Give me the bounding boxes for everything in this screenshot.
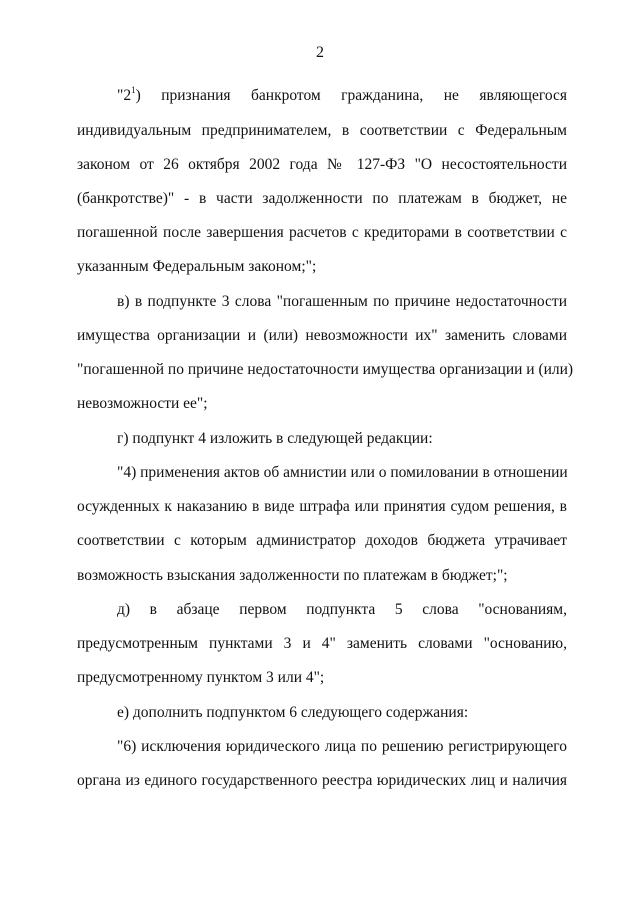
text-line: погашенной после завершения расчетов с кредиторами в соответствии с: [77, 224, 567, 241]
text-line: е) дополнить подпунктом 6 следующего содержания:: [117, 704, 469, 721]
text-line: г) подпункт 4 изложить в следующей редакции:: [117, 430, 433, 447]
text-line: "погашенной по причине недостаточности имущества организации и (или): [77, 361, 574, 378]
text-line: в) в подпункте 3 слова "погашенным по причине недостаточности: [117, 293, 567, 310]
text-line: "6) исключения юридического лица по решению регистрирующего: [117, 738, 567, 755]
text-line: "4) применения актов об амнистии или о помиловании в отношении: [117, 464, 568, 481]
text-line: предусмотренному пунктом 3 или 4";: [77, 669, 325, 686]
text-line: индивидуальным предпринимателем, в соответствии с Федеральным: [77, 122, 567, 139]
text-line: невозможности ее";: [77, 395, 208, 412]
text-line: имущества организации и (или) невозможности их" заменить словами: [77, 327, 567, 344]
text-line: указанным Федеральным законом;";: [77, 258, 317, 275]
text-line: (банкротстве)" - в части задолженности по платежам в бюджет, не: [77, 190, 567, 207]
text-line: органа из единого государственного реестра юридических лиц и наличия: [77, 772, 567, 789]
text-line: "$2^1$) признания банкротом гражданина, не являющегося: [117, 84, 567, 104]
text-line: возможность взыскания задолженности по платежам в бюджет;";: [77, 567, 508, 584]
text-line: осужденных к наказанию в виде штрафа или принятия судом решения, в: [77, 498, 567, 515]
text-line: соответствии с которым администратор доходов бюджета утрачивает: [77, 532, 567, 549]
page-number: 2: [316, 44, 324, 61]
text-line: законом от 26 октября 2002 года № 127-ФЗ "О несостоятельности: [77, 156, 567, 173]
text-line: предусмотренным пунктами 3 и 4" заменить словами "основанию,: [77, 635, 567, 652]
text-line: д) в абзаце первом подпункта 5 слова "основаниям,: [117, 601, 567, 618]
